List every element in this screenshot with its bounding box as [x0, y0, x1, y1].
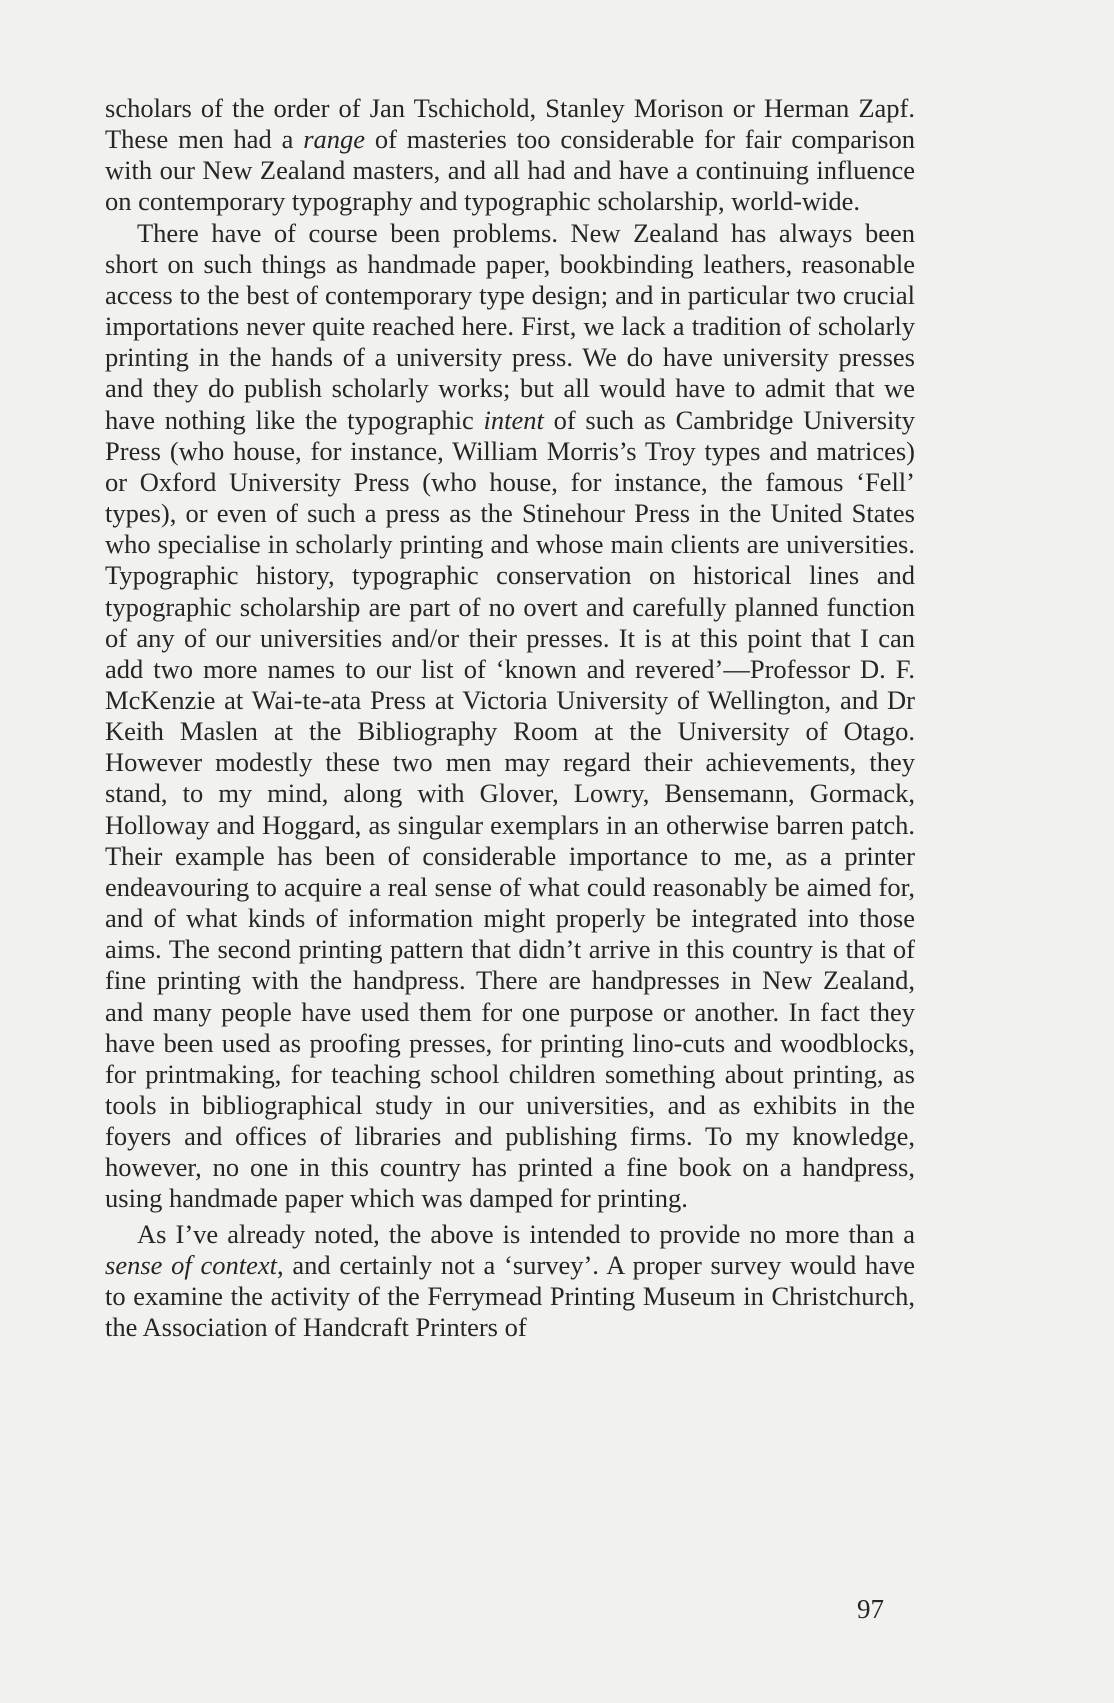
paragraph-3-text-2: , and certainly not a ‘survey’. A proper survey would have to examine the activity of the Ferrymead Printing Museum in Christchurch, the Association of Handcraft Printers of — [105, 1249, 915, 1343]
paragraph-3-italic-sense-of-context: sense of context — [105, 1249, 278, 1280]
paragraph-1-text-1: scholars of the order of Jan Tschichold, Stanley Morison or Herman Zapf. These men had a — [105, 93, 915, 155]
paragraph-2-text-2: of such as Cambridge University Press (who house, for instance, William Morris’s Troy types and matrices) or Oxford University Press (who house, for instance, the famous ‘Fell’ types), or even of such a press as the Stinehour Press in the United States who specialise in scholarly printing and whose main clients are universities. Typographic history, typographic conservation on historical lines and typographic scholarship are part of no overt and carefully planned function of any of our universities and/or their presses. It is at this point that I can add two more names to our list of ‘known and revered’—Professor D. F. McKenzie at Wai-te-ata Press at Victoria University of Wellington, and Dr Keith Maslen at the Bibliography Room at the University of Otago. However modestly these two men may regard their achievements, they stand, to my mind, along with Glover, Lowry, Bensemann, Gormack, Holloway and Hoggard, as singular exemplars in an otherwise barren patch. Their example has been of considerable importance to me, as a printer endeavouring to acquire a real sense of what could reasonably be aimed for, and of what kinds of information might properly be integrated into those aims. The second printing pattern that didn’t arrive in this country is that of fine printing with the handpress. There are handpresses in New Zealand, and many people have used them for one purpose or another. In fact they have been used as proofing presses, for printing lino-cuts and woodblocks, for printmaking, for teaching school children something about printing, as tools in bibliographical study in our universities, and as exhibits in the foyers and offices of libraries and publishing firms. To my knowledge, however, no one in this country has printed a fine book on a handpress, using handmade paper which was damped for printing. — [105, 404, 915, 1214]
paragraph-1 — [105, 93, 915, 218]
body-text — [105, 93, 915, 1343]
paragraph-3-text-1: As I’ve already noted, the above is intended to provide no more than a — [137, 1218, 915, 1249]
paragraph-2-italic-intent: intent — [483, 404, 544, 435]
paragraph-2 — [105, 218, 915, 1215]
paragraph-1-italic-range: range — [303, 124, 366, 155]
paragraph-1-text-2: of masteries too considerable for fair comparison with our New Zealand masters, and all had and have a continuing influence on contemporary typography and typographic scholarship, world-wide. — [105, 124, 915, 217]
page-number: 97 — [857, 1594, 884, 1624]
paragraph-2-text-1: There have of course been problems. New Zealand has always been short on such things as handmade paper, bookbinding leathers, reasonable access to the best of contemporary type design; and in particular two crucial importations never quite reached here. First, we lack a tradition of scholarly printing in the hands of a university press. We do have university presses and they do publish scholarly works; but all would have to admit that we have nothing like the typographic — [105, 217, 915, 435]
paragraph-3 — [105, 1219, 915, 1344]
